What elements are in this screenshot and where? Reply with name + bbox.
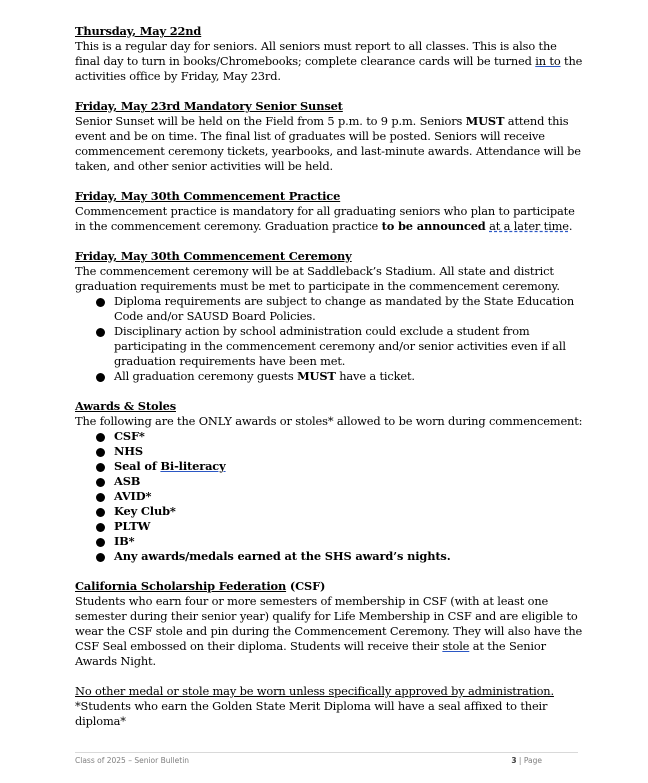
section-body-thursday xyxy=(75,39,585,84)
list-item: NHS xyxy=(75,444,585,459)
proofing-underline: Bi-literacy xyxy=(160,459,226,473)
footer-page-number xyxy=(511,756,542,765)
section-heading-thursday: Thursday, May 22nd xyxy=(75,24,202,38)
text-run: have a ticket. xyxy=(335,369,415,383)
section-commencement-ceremony xyxy=(75,249,585,384)
proofing-underline: stole xyxy=(442,639,470,653)
list-item: PLTW xyxy=(75,519,585,534)
list-item: IB* xyxy=(75,534,585,549)
emphasis-text: MUST xyxy=(297,369,336,383)
section-heading-awards-stoles: Awards & Stoles xyxy=(75,399,176,413)
footer-title: Class of 2025 – Senior Bulletin xyxy=(75,756,190,765)
list-item: CSF* xyxy=(75,429,585,444)
text-run: This is a regular day for seniors. All seniors must report to all classes. This is also the final day to turn in books/Chromebooks; complete clearance cards will be turned xyxy=(75,39,557,68)
list-item: Disciplinary action by school administration could exclude a student from participating in the commencement ceremony and/or senior activities even if all graduation requirements have been met. xyxy=(75,324,585,369)
section-body-awards-stoles: The following are the ONLY awards or stoles* allowed to be worn during commencement: xyxy=(75,414,583,428)
awards-list xyxy=(75,429,585,564)
list-item: ASB xyxy=(75,474,585,489)
section-notes xyxy=(75,684,585,729)
list-item: Any awards/medals earned at the SHS award’s nights. xyxy=(75,549,585,564)
text-run: Students who earn four or more semesters of membership in CSF (with at least one semester during their senior year) qualify for Life Membership in CSF and are eligible to wear the CSF stole and pin during the Commencement Ceremony. They will also have the CSF Seal embossed on their diploma. Students will receive their xyxy=(75,594,583,653)
section-heading-csf xyxy=(75,579,585,594)
text-run: Senior Sunset will be held on the Field from 5 p.m. to 9 p.m. Seniors xyxy=(75,114,466,128)
section-body-commencement-ceremony: The commencement ceremony will be at Saddleback’s Stadium. All state and district graduation requirements must be met to participate in the commencement ceremony. xyxy=(75,264,560,293)
list-item: Key Club* xyxy=(75,504,585,519)
emphasis-text: to be announced xyxy=(381,219,486,233)
text-run: attend this event and be on time. The final list of graduates will be posted. Seniors will receive commencement ceremony tickets, yearbooks, and last-minute awards. Attendance will be taken, and other senior activities will be held. xyxy=(75,114,581,173)
text-run: at the Senior Awards Night. xyxy=(75,639,546,668)
text-run: . xyxy=(568,219,573,233)
section-awards-stoles xyxy=(75,399,585,564)
section-thursday xyxy=(75,24,585,84)
text-run: Seal of xyxy=(114,459,161,473)
ceremony-bullet-list xyxy=(75,294,585,384)
section-body-senior-sunset xyxy=(75,114,585,174)
text-run: the activities office by Friday, May 23rd. xyxy=(75,54,583,83)
bulletin-content xyxy=(75,24,585,729)
heading-suffix: (CSF) xyxy=(286,579,326,593)
list-item: Diploma requirements are subject to change as mandated by the State Education Code and/or SAUSD Board Policies. xyxy=(75,294,585,324)
page-footer xyxy=(75,752,578,765)
list-item: AVID* xyxy=(75,489,585,504)
section-body-csf xyxy=(75,594,585,669)
note-line: No other medal or stole may be worn unless specifically approved by administration. xyxy=(75,684,554,698)
section-csf xyxy=(75,579,585,669)
proofing-underline: at a later time xyxy=(489,219,569,233)
section-body-commencement-practice xyxy=(75,204,585,234)
footer-separator: | xyxy=(516,756,524,765)
note-line: *Students who earn the Golden State Merit Diploma will have a seal affixed to their diploma* xyxy=(75,699,548,728)
emphasis-text: MUST xyxy=(465,114,505,128)
footer-page-label: Page xyxy=(523,756,542,765)
text-run: All graduation ceremony guests xyxy=(114,369,298,383)
section-heading-commencement-practice: Friday, May 30th Commencement Practice xyxy=(75,189,341,203)
heading-text: California Scholarship Federation xyxy=(75,579,287,593)
section-commencement-practice xyxy=(75,189,585,234)
text-run: Commencement practice is mandatory for all graduating seniors who plan to participate in the commencement ceremony. Graduation practice xyxy=(75,204,575,233)
list-item xyxy=(75,369,585,384)
page-number: 3 xyxy=(511,756,517,765)
section-heading-senior-sunset: Friday, May 23rd Mandatory Senior Sunset xyxy=(75,99,343,113)
list-item xyxy=(75,459,585,474)
section-senior-sunset xyxy=(75,99,585,174)
section-heading-commencement-ceremony: Friday, May 30th Commencement Ceremony xyxy=(75,249,352,263)
proofing-underline: in to xyxy=(535,54,561,68)
